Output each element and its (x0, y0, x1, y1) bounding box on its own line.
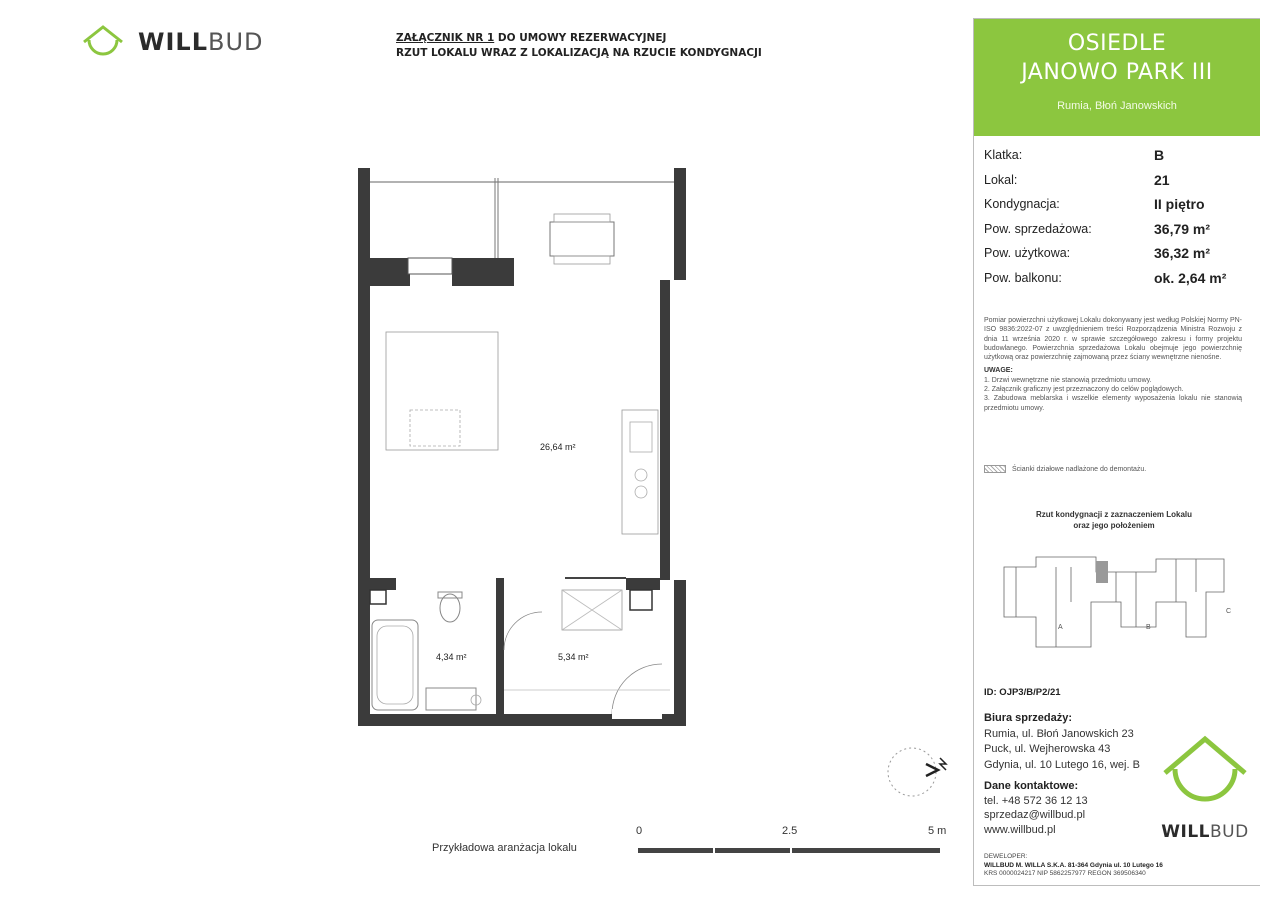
developer-info (984, 853, 1163, 879)
info-panel (973, 18, 1260, 886)
brand-left-bottom: WILL (1161, 822, 1211, 842)
detail-label: Pow. użytkowa: (984, 246, 1071, 261)
hatch-swatch (984, 465, 1006, 473)
sales-offices (984, 711, 1140, 773)
scale-segment-1 (638, 848, 713, 853)
developer-label: DEWELOPER: (984, 853, 1028, 860)
bathtub-inner (377, 626, 413, 704)
detail-row (984, 241, 1260, 266)
remark-2: 2. Załącznik graficzny jest przeznaczony do celów poglądowych. (984, 386, 1184, 394)
toilet-tank (438, 592, 462, 598)
scale-tick-0: 0 (636, 825, 643, 837)
kitchen-sink (630, 422, 652, 452)
hall-area: 5,34 m² (558, 652, 589, 662)
unit-highlight (1096, 561, 1108, 583)
hatch-legend (984, 465, 1146, 473)
detail-value: 21 (1154, 171, 1170, 188)
brand-wordmark (138, 28, 264, 56)
scale-tick-1: 2.5 (782, 825, 798, 837)
detail-row (984, 217, 1260, 242)
wall-bathroom-partition (496, 578, 504, 726)
scale-tick-2: 5 m (928, 825, 947, 837)
cooktop-1 (635, 469, 647, 481)
brand-wordmark-bottom (1159, 822, 1251, 842)
house-logo-icon (1159, 731, 1251, 819)
map-label-c: C (1226, 608, 1232, 615)
wall-right-upper (674, 168, 686, 280)
developer-registry: KRS 0000024217 NIP 5862257977 REGON 369506340 (984, 870, 1146, 877)
scale-gap-2 (790, 848, 792, 853)
sales-title: Biura sprzedaży: (984, 712, 1073, 724)
measurement-note: Pomiar powierzchni użytkowej Lokalu dokonywany jest według Polskiej Normy PN-ISO 9836:2022-07 z uwzględnieniem treści Rozporządzenia Ministra Rozwoju z dnia 11 września 2020 r. w sprawie szczegółowego zakresu i formy projektu budowlanego. Powierzchnia sprzedażowa Lokalu obejmuje jego powierzchnię użytkową oraz powierzchnię zajmowaną przez ściany wewnętrzne nienośne. (984, 317, 1242, 362)
location-map-title (974, 509, 1254, 531)
location-map-title-line2: oraz jego położeniem (1073, 521, 1155, 530)
shaft-right (630, 590, 652, 610)
willbud-logo (80, 22, 264, 62)
detail-label: Pow. balkonu: (984, 270, 1062, 285)
main-room-area: 26,64 m² (540, 442, 576, 452)
detail-row (984, 192, 1260, 217)
hatch-legend-text: Ścianki działowe nadlażone do demontażu. (1012, 465, 1147, 473)
remark-1: 1. Drzwi wewnętrzne nie stanowią przedmiotu umowy. (984, 376, 1152, 384)
remark-3: 3. Zabudowa meblarska i wszelkie elementy wyposażenia lokalu nie stanowią przedmiotu umowy. (984, 395, 1242, 412)
brand-left: WILL (138, 28, 208, 56)
wall-right-middle (660, 280, 670, 580)
contact-details (984, 779, 1088, 837)
developer-name: WILLBUD M. WILLA S.K.A. 81-364 Gdynia ul. 10 Lutego 16 (984, 861, 1163, 869)
detail-row (984, 143, 1260, 168)
attachment-number: ZAŁĄCZNIK NR 1 (396, 32, 495, 44)
wall-balcony-left (358, 258, 410, 286)
wall-shaft-top (358, 578, 396, 590)
detail-row (984, 266, 1260, 291)
cooktop-2 (635, 486, 647, 498)
unit-id: ID: OJP3/B/P2/21 (984, 687, 1061, 698)
contact-email[interactable]: sprzedaz@willbud.pl (984, 809, 1086, 821)
scale-bar (630, 822, 960, 867)
scale-segment-2 (715, 848, 790, 853)
balcony-chair-bottom (554, 256, 610, 264)
contact-title: Dane kontaktowe: (984, 780, 1079, 792)
kitchen-counter (622, 410, 658, 534)
attachment-heading (396, 31, 762, 61)
scale-segment-3 (792, 848, 940, 853)
building-outline (1004, 557, 1224, 647)
wall-balcony-right (452, 258, 514, 286)
location-map-title-line1: Rzut kondygnacji z zaznaczeniem Lokalu (1035, 510, 1193, 519)
detail-label: Pow. sprzedażowa: (984, 221, 1092, 236)
location-minimap (996, 547, 1236, 667)
floor-plan (350, 160, 695, 735)
bathroom-door-swing (504, 612, 542, 650)
wall-shaft-right-top (626, 578, 660, 590)
detail-label: Klatka: (984, 148, 1023, 163)
sales-office: Puck, ul. Wejherowska 43 (984, 743, 1111, 755)
project-location: Rumia, Błoń Janowskich (1057, 100, 1177, 112)
project-header (974, 19, 1260, 136)
bedside (410, 410, 460, 446)
north-arrow-icon (880, 742, 952, 802)
detail-row (984, 168, 1260, 193)
sales-office: Gdynia, ul. 10 Lutego 16, wej. B (984, 758, 1140, 771)
detail-value: II piętro (1154, 196, 1205, 213)
balcony-chair-top (554, 214, 610, 222)
detail-label: Kondygnacja: (984, 197, 1060, 212)
bathroom-area: 4,34 m² (436, 652, 467, 662)
detail-label: Lokal: (984, 172, 1018, 187)
map-label-a: A (1058, 624, 1063, 631)
balcony-table (550, 222, 614, 256)
shaft-left (370, 590, 386, 604)
bed (386, 332, 498, 450)
wall-right-lower (674, 580, 686, 726)
brand-right: BUD (208, 28, 264, 56)
detail-value: B (1154, 147, 1165, 164)
brand-right-bottom: BUD (1210, 822, 1249, 842)
arrangement-caption: Przykładowa aranżacja lokalu (432, 842, 577, 854)
detail-value: 36,79 m² (1154, 220, 1211, 237)
map-label-b: B (1146, 624, 1151, 631)
project-title-line2: JANOWO PARK III (1021, 60, 1213, 85)
remarks-title: UWAGE: (984, 367, 1013, 375)
house-logo-icon (80, 22, 126, 62)
window (408, 258, 452, 274)
legal-notes (984, 316, 1242, 413)
unit-details (974, 136, 1260, 290)
willbud-logo-bottom (1159, 731, 1251, 842)
bathtub (372, 620, 418, 710)
project-title-line1: OSIEDLE (1067, 31, 1167, 56)
attachment-subtitle: RZUT LOKALU WRAZ Z LOKALIZACJĄ NA RZUCIE KONDYGNACJI (396, 47, 762, 59)
detail-value: 36,32 m² (1154, 245, 1211, 262)
washbasin (426, 688, 476, 710)
attachment-rest: DO UMOWY REZERWACYJNEJ (494, 32, 667, 44)
contact-phone[interactable]: tel. +48 572 36 12 13 (984, 794, 1088, 807)
sales-office: Rumia, ul. Błoń Janowskich 23 (984, 727, 1134, 740)
contact-website[interactable]: www.willbud.pl (984, 823, 1056, 836)
scale-bar-graphic (630, 822, 960, 862)
wall-left (358, 168, 370, 726)
scale-gap-1 (713, 848, 715, 853)
entrance-door-swing (612, 664, 662, 714)
detail-value: ok. 2,64 m² (1154, 269, 1227, 286)
